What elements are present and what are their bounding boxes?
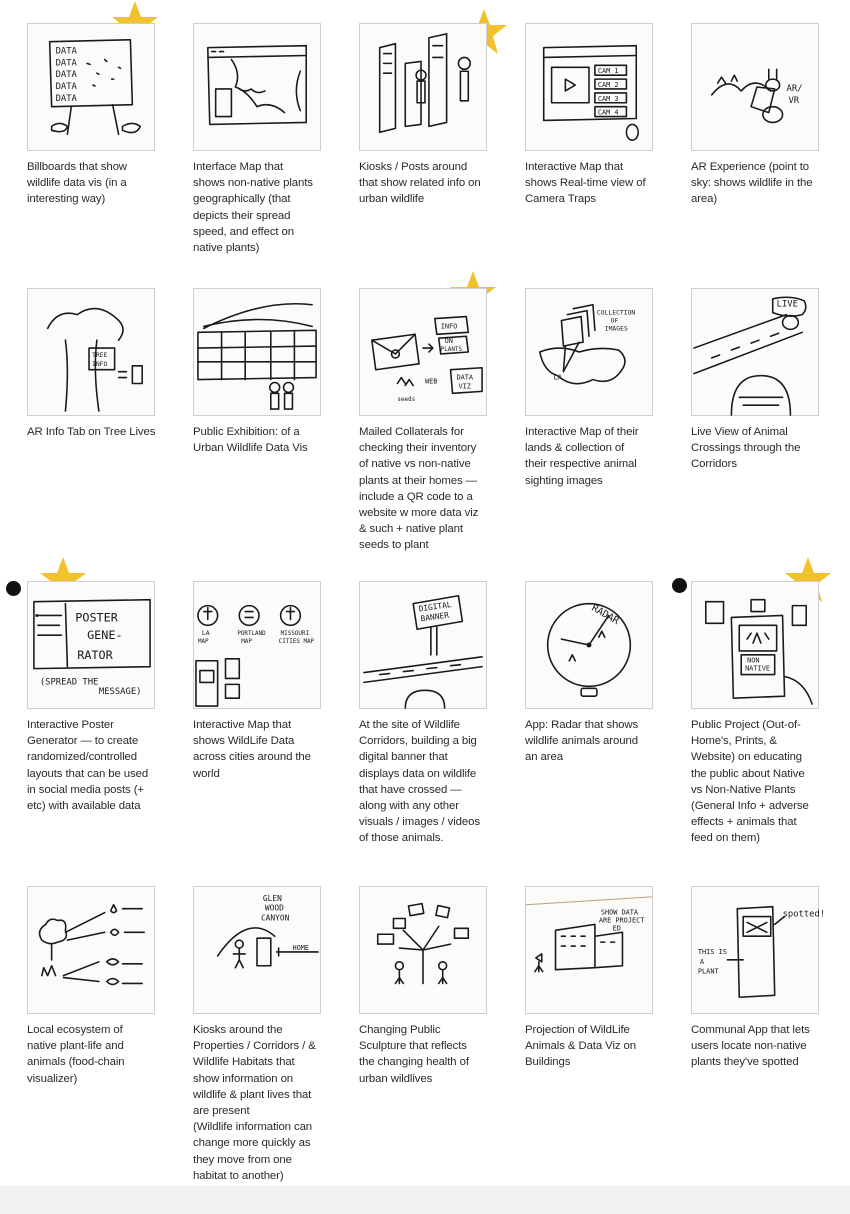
sketch-camera-traps (525, 23, 653, 151)
svg-text:CAM 1: CAM 1 (597, 67, 619, 76)
sketch-public-project (691, 581, 819, 709)
svg-text:DATA: DATA (55, 70, 77, 81)
sketch-mailed-collaterals (359, 288, 487, 416)
svg-text:CANYON: CANYON (260, 913, 290, 923)
svg-text:LA: LA (201, 629, 210, 638)
svg-text:LIVE: LIVE (776, 299, 798, 310)
svg-text:COLLECTION: COLLECTION (596, 308, 636, 317)
svg-text:ED: ED (612, 924, 621, 933)
svg-text:DATA: DATA (55, 93, 77, 104)
svg-text:MAP: MAP (241, 639, 252, 646)
svg-text:PORTLAND: PORTLAND (237, 631, 266, 638)
card-caption: Local ecosystem of native plant-life and animals (food-chain visualizer) (27, 1024, 125, 1085)
sketch-ecosystem (27, 886, 155, 1014)
svg-text:OF: OF (610, 316, 619, 325)
svg-text:spotted!: spotted! (782, 909, 826, 920)
card-caption: Public Project (Out-of- Home's, Prints, & Website) on educating the public about Native vs Non-Native Plants (General Info + adverse effects + animals that feed on them) (691, 719, 809, 845)
sketch-ar-experience (691, 23, 819, 151)
svg-text:POSTER: POSTER (75, 610, 118, 625)
svg-text:RADAR: RADAR (589, 602, 621, 627)
svg-text:GLEN: GLEN (262, 893, 282, 903)
card-caption: Communal App that lets users locate non-native plants they've spotted (691, 1024, 810, 1069)
sketch-kiosks (359, 23, 487, 151)
svg-text:CAM 4: CAM 4 (597, 108, 619, 117)
sketch-interface-map (193, 23, 321, 151)
svg-text:DATA: DATA (55, 58, 77, 69)
card-caption: Interactive Map that shows Real-time view of Camera Traps (525, 161, 646, 206)
svg-text:ARE PROJECT: ARE PROJECT (598, 916, 645, 925)
page-bottom-band (0, 1186, 850, 1214)
card-caption: Billboards that show wildlife data vis (in a interesting way) (27, 161, 127, 206)
svg-text:seeds: seeds (397, 397, 416, 404)
svg-text:DATA: DATA (55, 46, 77, 57)
svg-text:INFO: INFO (440, 322, 458, 331)
svg-text:(SPREAD THE: (SPREAD THE (39, 677, 99, 688)
svg-text:MISSOURI: MISSOURI (280, 631, 309, 638)
svg-text:DATA: DATA (55, 81, 77, 92)
card-caption: Changing Public Sculpture that reflects the changing health of urban wildlives (359, 1024, 469, 1085)
svg-text:THIS IS: THIS IS (697, 947, 727, 956)
sketch-habitat-kiosks (193, 886, 321, 1014)
sketch-poster-generator (27, 581, 155, 709)
card-caption: Interactive Poster Generator — to create randomized/controlled layouts that can be used in social media posts (+ etc) with available data (27, 719, 149, 813)
sketch-radar-app (525, 581, 653, 709)
svg-text:ON: ON (444, 337, 453, 346)
svg-text:WEB: WEB (424, 377, 438, 386)
svg-text:BANNER: BANNER (420, 610, 450, 624)
sketch-live-view (691, 288, 819, 416)
sketch-digital-banner (359, 581, 487, 709)
marker-dot (672, 578, 687, 593)
svg-text:AR/: AR/ (786, 83, 803, 94)
card-caption: AR Info Tab on Tree Lives (27, 426, 156, 438)
sketch-exhibition (193, 288, 321, 416)
card-caption: Kiosks around the Properties / Corridors / & Wildlife Habitats that show information on wildlife & plant lives that are present (Wildlife information can change more quickly as they move from one habitat to another) (193, 1024, 316, 1182)
svg-text:HOME: HOME (292, 944, 309, 952)
sketch-ar-info-tab (27, 288, 155, 416)
card-caption: Projection of WildLife Animals & Data Viz on Buildings (525, 1024, 637, 1069)
sketch-projection (525, 886, 653, 1014)
sketch-communal-app (691, 886, 826, 1014)
svg-text:NATIVE: NATIVE (745, 664, 770, 673)
sketch-billboard (27, 23, 155, 151)
card-caption: App: Radar that shows wildlife animals around an area (525, 719, 639, 764)
card-caption: Interactive Map that shows WildLife Data across cities around the world (193, 719, 311, 780)
svg-text:MESSAGE): MESSAGE) (98, 687, 142, 698)
sketch-lands-map (525, 288, 653, 416)
svg-text:WOOD: WOOD (264, 903, 284, 913)
svg-text:PLANTS: PLANTS (440, 347, 462, 354)
svg-text:GENE-: GENE- (87, 628, 123, 643)
card-caption: At the site of Wildlife Corridors, building a big digital banner that displays data on wildlife that have crossed — along with any other visuals / images / videos of those animals. (359, 719, 480, 845)
svg-text:RATOR: RATOR (77, 647, 113, 662)
card-caption: AR Experience (point to sky: shows wildlife in the area) (691, 161, 813, 206)
svg-text:SHOW DATA: SHOW DATA (600, 908, 639, 917)
svg-text:TREE: TREE (91, 350, 108, 359)
svg-text:VIZ: VIZ (458, 382, 471, 391)
svg-text:CITIES MAP: CITIES MAP (278, 639, 315, 646)
svg-text:INFO: INFO (91, 359, 108, 368)
card-caption: Live View of Animal Crossings through the Corridors (691, 426, 801, 471)
svg-text:NON: NON (747, 656, 760, 665)
card-caption: Kiosks / Posts around that show related info on urban wildlife (359, 161, 481, 206)
card-caption: Interactive Map of their lands & collection of their respective animal sighting images (525, 426, 639, 487)
card-caption: Interface Map that shows non-native plants geographically (that depicts their spread speed, and effect on native plants) (193, 161, 313, 255)
svg-text:CAM 3: CAM 3 (597, 94, 619, 103)
svg-text:MAP: MAP (197, 639, 209, 646)
svg-text:PLANT: PLANT (697, 967, 719, 976)
card-caption: Public Exhibition: of a Urban Wildlife Data Vis (193, 426, 308, 455)
card-caption: Mailed Collaterals for checking their inventory of native vs non-native plants at their homes — include a QR code to a website w more data viz & such + native plant seeds to plant (359, 426, 479, 552)
svg-text:IMAGES: IMAGES (604, 324, 628, 333)
svg-text:CAM 2: CAM 2 (597, 81, 619, 90)
svg-text:VR: VR (788, 95, 800, 106)
sketch-public-sculpture (359, 886, 487, 1014)
svg-text:LA: LA (553, 373, 562, 382)
sketch-cities-map (193, 581, 321, 709)
svg-text:DATA: DATA (456, 373, 474, 382)
svg-text:DIGITAL: DIGITAL (418, 599, 453, 614)
marker-dot (6, 581, 21, 596)
svg-text:A: A (699, 957, 705, 966)
